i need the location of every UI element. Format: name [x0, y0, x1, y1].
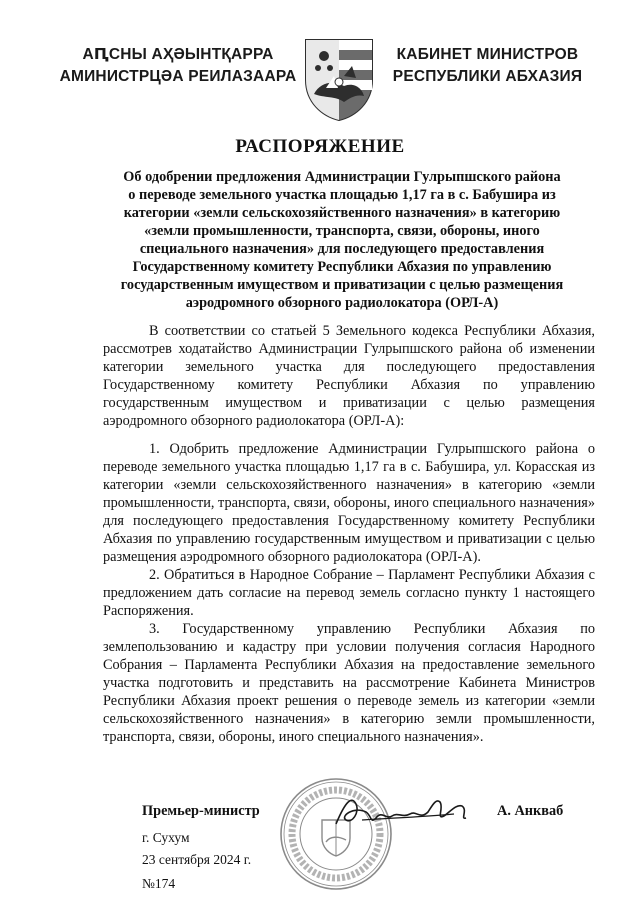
header-left-abkhaz — [58, 44, 298, 88]
resolution-item-2: 2. Обратиться в Народное Собрание – Парламент Республики Абхазия с предложением дать согласие на перевод земель согласно пункту 1 настоящего Распоряжения. — [103, 567, 595, 619]
subject-line: Государственному комитету Республики Абхазия по управлению — [132, 259, 552, 275]
subject-line: категории «земли сельскохозяйственного назначения» в категорию — [123, 205, 561, 221]
subject-line: «земли промышленности, транспорта, связи, обороны, иного — [144, 223, 540, 239]
issue-place: г. Сухум — [142, 830, 190, 845]
handwritten-signature-icon — [332, 790, 472, 834]
signatory-name: А. Анкваб — [497, 803, 564, 819]
document-subject — [112, 168, 572, 312]
header-left-line2: АМИНИСТРЦӘА РЕИЛАЗААРА — [59, 68, 297, 85]
subject-line: государственным имуществом и приватизации с целью размещения — [120, 277, 564, 293]
subject-line: аэродромного обзорного радиолокатора (ОРЛ-А) — [185, 295, 499, 311]
subject-line: о переводе земельного участка площадью 1,17 га в с. Бабушира из — [128, 187, 556, 203]
resolution-item-1: 1. Одобрить предложение Администрации Гулрыпшского района о переводе земельного участка площадью 1,17 га в с. Бабушира, ул. Корасская из категории «земли сельскохозяйственного назначения» в категорию «земли промышленности, транспорта, связи, обороны, иного специального назначения» для последующего предоставления Государственному комитету Республики Абхазия по управлению государственным имуществом и приватизации с целью размещения аэродромного обзорного радиолокатора (ОРЛ-А). — [103, 441, 595, 565]
header-right-russian — [385, 44, 590, 88]
signatory-position: Премьер-министр — [142, 803, 260, 819]
issue-date: 23 сентября 2024 г. — [142, 852, 252, 867]
subject-line: Об одобрении предложения Администрации Гулрыпшского района — [123, 169, 561, 185]
header-right-line2: РЕСПУБЛИКИ АБХАЗИЯ — [392, 68, 583, 85]
subject-line: специального назначения» для последующего предоставления — [139, 241, 545, 257]
state-emblem-icon — [300, 36, 378, 122]
header-left-line1: АԤСНЫ АҲӘЫНТҚАРРА — [82, 46, 274, 63]
resolution-items — [103, 440, 595, 746]
header-right-line1: КАБИНЕТ МИНИСТРОВ — [396, 46, 579, 63]
resolution-item-3: 3. Государственному управлению Республики Абхазия по землепользованию и кадастру при условии получения согласия Народного Собрания – Парламента Республики Абхазия на предоставление земельного участка подготовить и представить на рассмотрение Кабинета Министров Республики Абхазия проект решения о переводе земель из категории «земли сельскохозяйственного назначения» в категорию земли промышленности, транспорта, связи, обороны, иного специального назначения». — [103, 621, 595, 745]
document-title: РАСПОРЯЖЕНИЕ — [235, 136, 405, 157]
preamble-section — [103, 322, 595, 430]
document-number: №174 — [142, 876, 176, 891]
preamble-paragraph: В соответствии со статьей 5 Земельного кодекса Республики Абхазия, рассмотрев ходатайство Администрации Гулрыпшского района об изменении категории земельного участка для последующего предоставления Государственному комитету Республики Абхазия по управлению государственным имуществом и приватизации с целью размещения аэродромного обзорного радиолокатора (ОРЛ-А): — [103, 323, 595, 429]
